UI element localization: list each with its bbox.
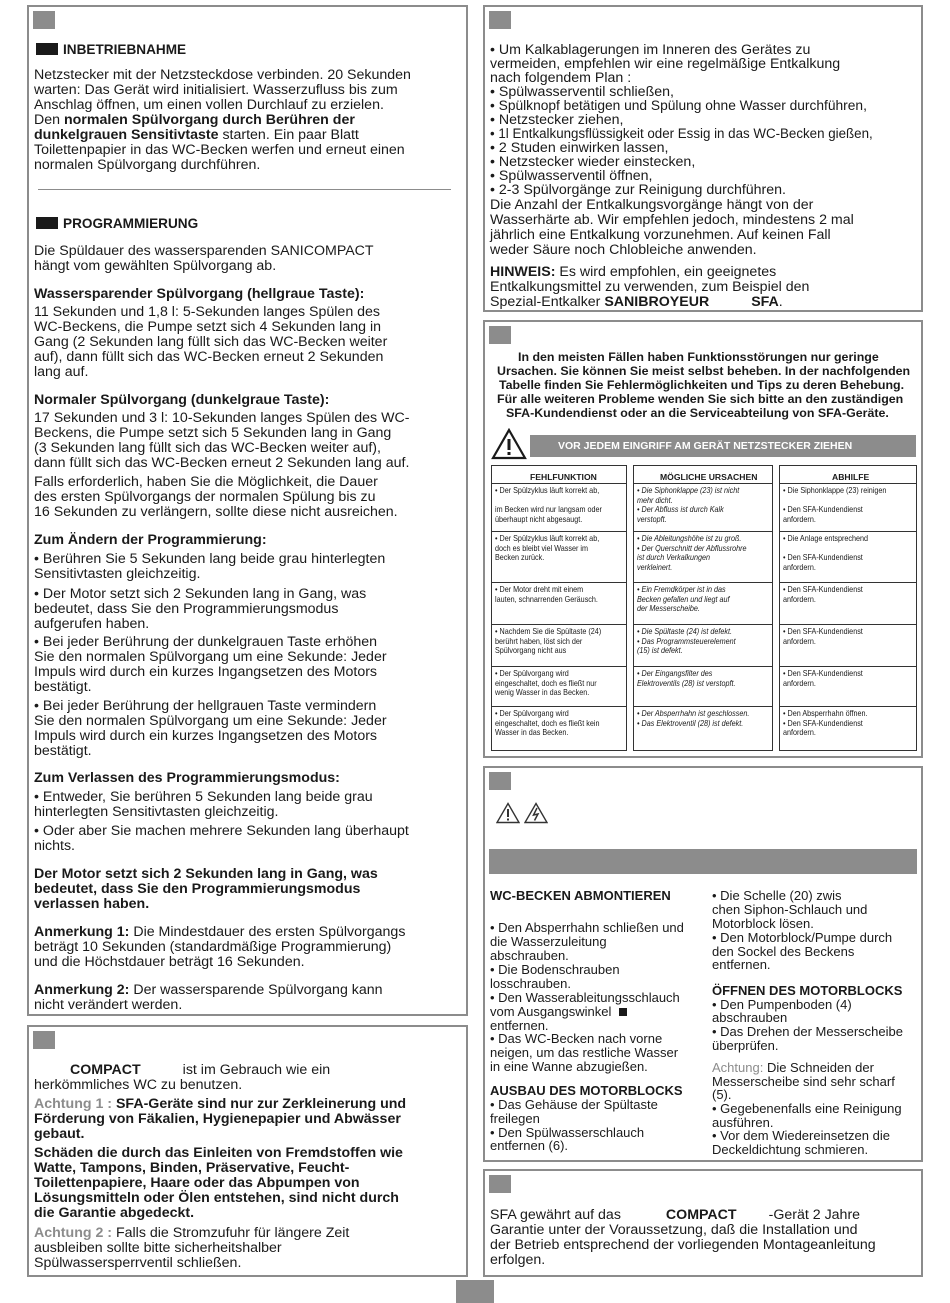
panel-repair [483,766,923,1162]
table-cell: • Die Siphonklappe (23) reinigen [783,485,887,495]
motor-note: Der Motor setzt sich 2 Sekunden lang in Gang, was [34,866,378,882]
hinweis: Entkalkungsmittel zu verwenden, zum Beispiel den [490,279,810,295]
panel-troubleshooting [483,320,923,758]
table-cell: anfordern. [783,561,816,572]
section-header-marker [489,1175,511,1193]
inbetrieb-line: Netzstecker mit der Netzsteckdose verbinden. 20 Sekunden [34,67,411,83]
maint-line: nach folgendem Plan : [490,70,632,86]
achtung-1: Achtung 1 : SFA-Geräte sind nur zur Zerkleinerung und [34,1096,407,1112]
panel-maintenance [483,5,923,312]
table-cell: • Der Spülvorgang wird [495,708,569,718]
maint-line: vermeiden, empfehlen wir eine regelmäßige Entkalkung [490,56,841,72]
spar-line: lang auf. [34,364,89,380]
aendern-line: Sie den normalen Spülvorgang um eine Sekunde: Jeder [34,713,387,729]
norm-line: 16 Sekunden zu verlängern, sollte diese nicht ausreichen. [34,504,398,520]
trouble-intro: SFA-Kundendienst oder an die Serviceabteilung von SFA-Geräte. [506,406,889,420]
table-cell: • Der Motor dreht mit einem [495,584,584,594]
maint-line: jährlich eine Entkalkung vorzunehmen. Auf keinen Fall [490,227,831,243]
wc-line: • Den Wasserableitungsschlauch [490,990,680,1005]
warning-triangle-icon [496,802,520,824]
table-row-separator [491,624,627,625]
verlassen-line: • Oder aber Sie machen mehrere Sekunden lang überhaupt [34,823,409,839]
oeffnen-line: • Den Pumpenboden (4) [712,997,852,1012]
table-cell: • Der Absperrhahn ist geschlossen. [637,708,750,718]
table-row-separator [633,582,773,583]
table-cell: anfordern. [783,677,816,688]
table-cell: der Messerscheibe. [637,603,700,614]
maint-line: • Netzstecker wieder einstecken, [490,154,696,170]
usage-line: herkömmliches WC zu benutzen. [34,1077,243,1093]
oeffnen-title: ÖFFNEN DES MOTORBLOCKS [712,983,903,998]
warning-triangle-icon [491,428,527,460]
wc-title: WC-BECKEN ABMONTIEREN [490,888,671,903]
achtung-messer: Messerscheibe sind sehr scharf [712,1074,895,1089]
section-header-marker [33,11,55,29]
table-cell: im Becken wird nur langsam oder [495,504,602,515]
oeffnen-line: • Das Drehen der Messerscheibe [712,1024,903,1039]
hinweis: Spezial-Entkalker SANIBROYEUR SFA. [490,294,783,310]
table-cell: • Den SFA-Kundendienst [783,584,863,594]
verlassen-line: hinterlegten Sensitivtasten gleichzeitig. [34,804,279,820]
electric-hazard-icon [524,802,548,824]
aendern-line: Sensitivtasten gleichzeitig. [34,566,201,582]
table-row-separator [491,582,627,583]
motor-note: verlassen haben. [34,896,150,912]
spar-line: 11 Sekunden und 1,8 l: 5-Sekunden langes Spülen des [34,304,381,320]
wc-line: • Die Bodenschrauben [490,962,620,977]
anmerkung-1: und die Höchstdauer beträgt 16 Sekunden. [34,954,305,970]
table-cell: berührt haben, löst sich der [495,635,583,646]
achtung-2: Spülwassersperrventil schließen. [34,1255,242,1271]
table-row-separator [491,666,627,667]
section-bar [489,849,917,874]
ausbau-title: AUSBAU DES MOTORBLOCKS [490,1083,683,1098]
table-cell: • Die Siphonklappe (23) ist nicht [637,485,740,495]
table-cell: • Den SFA-Kundendienst [783,552,863,563]
aendern-line: • Berühren Sie 5 Sekunden lang beide grau hinterlegten [34,551,386,567]
wc-line: die Wasserzuleitung [490,934,607,949]
table-header: MÖGLICHE URSACHEN [660,472,758,482]
garantie-line: erfolgen. [490,1252,546,1268]
maint-line: Die Anzahl der Entkalkungsvorgänge hängt von der [490,197,814,213]
table-cell: lauten, schnarrenden Geräusch. [495,593,598,604]
wc-line: • Das WC-Becken nach vorne [490,1031,663,1046]
table-cell: (15) ist defekt. [637,645,683,656]
prog-intro: hängt vom gewählten Spülvorgang ab. [34,258,277,274]
maint-line: • 1l Entkalkungsflüssigkeit oder Essig in das WC-Becken gießen, [490,126,873,142]
schaden-line: Watte, Tampons, Binden, Präservative, Feucht- [34,1160,350,1176]
aendern-line: Impuls wird durch ein kurzes Ingangsetzen des Motors [34,664,378,680]
section-header-marker [489,326,511,344]
table-cell: • Der Eingangsfilter des [637,668,713,678]
table-cell: doch es bleibt viel Wasser im [495,542,589,553]
table-cell: anfordern. [783,727,816,738]
norm-line: Falls erforderlich, haben Sie die Möglichkeit, die Dauer [34,474,378,490]
table-row-separator [633,706,773,707]
table-header: ABHILFE [832,472,870,482]
repair-right-line: • Die Schelle (20) zwis [712,888,842,903]
verlassen-title: Zum Verlassen des Programmierungsmodus: [34,770,340,786]
spar-line: auf), dann füllt sich das WC-Becken erneut 2 Sekunden [34,349,384,365]
table-cell: anfordern. [783,513,816,524]
table-row-separator [779,483,917,484]
table-cell: wenig Wasser in das Becken. [495,687,590,698]
repair-right-line: entfernen. [712,957,771,972]
table-row-separator [779,666,917,667]
spar-line: WC-Beckens, die Pumpe setzt sich 4 Sekunden lang in [34,319,381,335]
table-cell: anfordern. [783,593,816,604]
table-cell: • Die Ableitungshöhe ist zu groß. [637,533,742,543]
table-cell: mehr dicht. [637,494,673,505]
maint-line: • 2-3 Spülvorgänge zur Reinigung durchführen. [490,182,786,198]
achtung-messer: (5). [712,1087,732,1102]
table-cell: • Den SFA-Kundendienst [783,504,863,515]
inbetrieb-line: Anschlag öffnen, um einen vollen Durchlauf zu erzielen. [34,97,384,113]
motor-note: bedeutet, dass Sie den Programmierungsmodus [34,881,361,897]
maint-line: • Spülwasserventil öffnen, [490,168,653,184]
table-row-separator [779,531,917,532]
verlassen-line: nichts. [34,838,76,854]
prog-intro: Die Spüldauer des wassersparenden SANICOMPACT [34,243,374,259]
repair-right-line: • Den Motorblock/Pumpe durch [712,930,893,945]
table-cell: • Der Spülvorgang wird [495,668,569,678]
aendern-line: • Der Motor setzt sich 2 Sekunden lang in Gang, was [34,586,367,602]
usage-line: COMPACT ist im Gebrauch wie ein [70,1062,331,1078]
panel-usage [27,1025,468,1277]
anmerkung-1: beträgt 10 Sekunden (standardmäßige Programmierung) [34,939,392,955]
divider [38,189,451,190]
aendern-line: Sie den normalen Spülvorgang um eine Sekunde: Jeder [34,649,387,665]
ausbau-line: freilegen [490,1111,540,1126]
achtung-2: ausbleiben sollte bitte sicherheitshalber [34,1240,282,1256]
table-cell: Becken zurück. [495,552,545,563]
table-row-separator [779,582,917,583]
table-cell: anfordern. [783,635,816,646]
table-cell: • Der Spülzyklus läuft korrekt ab, [495,533,600,543]
table-cell: • Das Programmsteuerelement [637,635,736,646]
panel-garantie [483,1169,923,1277]
section-header-marker [489,11,511,29]
table-cell: Becken gefallen und liegt auf [637,593,730,604]
table-cell: • Den SFA-Kundendienst [783,626,863,636]
table-row-separator [779,706,917,707]
table-cell: • Den SFA-Kundendienst [783,717,863,728]
inbetrieb-line: normalen Spülvorgang durchführen. [34,157,261,173]
inbetrieb-line: Toilettenpapier in das WC-Becken werfen und erneut einen [34,142,405,158]
table-cell: • Der Abfluss ist durch Kalk [637,504,724,515]
spar-line: Gang (2 Sekunden lang füllt sich das WC-Becken weiter [34,334,388,350]
norm-line: 17 Sekunden und 3 l: 10-Sekunden langes Spülen des WC- [34,410,410,426]
ausbau-line: • Den Spülwasserschlauch [490,1125,645,1140]
inbetrieb-line: dunkelgrauen Sensitivtaste starten. Ein paar Blatt [34,127,359,143]
verlassen-line: • Entweder, Sie berühren 5 Sekunden lang beide grau [34,789,373,805]
aendern-line: Impuls wird durch ein kurzes Ingangsetzen des Motors [34,728,378,744]
achtung-2: Achtung 2 : Falls die Stromzufuhr für längere Zeit [34,1225,350,1241]
final-line: • Vor dem Wiedereinsetzen die [712,1128,890,1143]
trouble-intro: Tabelle finden Sie Fehlermöglichkeiten und Tips zu deren Behebung. [499,378,905,392]
table-row-separator [491,483,627,484]
anmerkung-2: Anmerkung 2: Der wassersparende Spülvorgang kann [34,982,383,998]
wc-line: abschrauben. [490,948,569,963]
spar-title: Wassersparender Spülvorgang (hellgraue Taste): [34,286,365,302]
maint-line: • Netzstecker ziehen, [490,112,624,128]
panel-inbetriebnahme [27,5,468,1016]
table-cell: • Nachdem Sie die Spültaste (24) [495,626,602,636]
table-cell: überhaupt nicht abgesaugt. [495,513,583,524]
table-row-separator [633,531,773,532]
inbetrieb-line: Den normalen Spülvorgang durch Berühren der [34,112,355,128]
wc-line: neigen, um das restliche Wasser [490,1045,679,1060]
maint-line: • Spülwasserventil schließen, [490,84,674,100]
table-cell: eingeschaltet, doch es fließt nur [495,677,597,688]
table-cell: • Das Elektroventil (28) ist defekt. [637,717,744,728]
ausbau-line: • Das Gehäuse der Spültaste [490,1097,658,1112]
maint-line: • Spülknopf betätigen und Spülung ohne Wasser durchführen, [490,98,867,114]
repair-right-line: chen Siphon-Schlauch und [712,902,868,917]
trouble-intro: In den meisten Fällen haben Funktionsstörungen nur geringe [518,350,879,364]
wc-line: vom Ausgangswinkel [490,1005,627,1019]
trouble-intro: Für alle weiteren Probleme wenden Sie sich bitte an den zuständigen [497,392,904,406]
table-cell: • Der Querschnitt der Abflussrohre [637,542,747,553]
table-row-separator [491,706,627,707]
aendern-line: bedeutet, dass Sie den Programmierungsmodus [34,601,339,617]
trouble-intro: Ursachen. Sie können Sie meist selbst beheben. In der nachfolgenden [497,364,911,378]
aendern-line: • Bei jeder Berührung der hellgrauen Taste vermindern [34,698,377,714]
garantie-line: Garantie unter der Voraussetzung, daß die Installation und [490,1222,858,1238]
wc-line: • Den Absperrhahn schließen und [490,920,684,935]
maint-line: weder Säure noch Chlobleiche anwenden. [490,242,757,258]
table-cell: Spülvorgang nicht aus [495,645,567,656]
wc-line: entfernen. [490,1018,549,1033]
garantie-line: der Betrieb entsprechend der vorliegenden Montageanleitung [490,1237,876,1253]
anmerkung-1: Anmerkung 1: Die Mindestdauer des ersten Spülvorgangs [34,924,406,940]
table-cell: • Den Absperrhahn öffnen. [783,708,868,718]
wc-line: losschrauben. [490,976,571,991]
table-row-separator [491,531,627,532]
anmerkung-2: nicht verändert werden. [34,997,183,1013]
aendern-title: Zum Ändern der Programmierung: [34,532,267,548]
table-row-separator [779,624,917,625]
oeffnen-line: abschrauben [712,1010,788,1025]
section-header-marker [489,772,511,790]
prog-title: PROGRAMMIERUNG [36,216,198,231]
achtung-1: gebaut. [34,1126,85,1142]
maint-line: • Um Kalkablagerungen im Inneren des Gerätes zu [490,42,811,58]
norm-line: (3 Sekunden lang füllt sich das WC-Becken weiter auf), [34,440,381,456]
table-cell: eingeschaltet, doch es fließt kein [495,717,600,728]
table-cell: ist durch Verkalkungen [637,552,711,563]
final-line: • Gegebenenfalls eine Reinigung [712,1101,902,1116]
section-header-marker [33,1031,55,1049]
repair-right-line: Motorblock lösen. [712,916,814,931]
schaden-line: Toilettenpapiere, Haare oder das Abpumpen von [34,1175,360,1191]
norm-line: dann füllt sich das WC-Becken erneut 2 Sekunden lang auf. [34,455,410,471]
aendern-line: bestätigt. [34,743,92,759]
square-bullet-icon [36,43,58,55]
inbetrieb-title: INBETRIEBNAHME [36,42,186,57]
table-cell: verstopft. [637,513,667,524]
table-cell: • Die Spültaste (24) ist defekt. [637,626,733,636]
schaden-line: die Garantie abgedeckt. [34,1205,195,1221]
table-cell: Wasser in das Becken. [495,727,569,738]
table-cell: • Der Spülzyklus läuft korrekt ab, [495,485,600,495]
ausbau-line: entfernen (6). [490,1138,569,1153]
table-row-separator [633,666,773,667]
maint-line: • 2 Studen einwirken lassen, [490,140,669,156]
maint-line: Wasserhärte ab. Wir empfehlen jedoch, mindestens 2 mal [490,212,854,228]
hinweis: HINWEIS: Es wird empfohlen, ein geeignetes [490,264,777,280]
repair-right-line: den Sockel des Beckens [712,944,855,959]
norm-line: Beckens, die Pumpe setzt sich 5 Sekunden lang in Gang [34,425,392,441]
schaden-line: Schäden die durch das Einleiten von Fremdstoffen wie [34,1145,403,1161]
warning-banner: VOR JEDEM EINGRIFF AM GERÄT NETZSTECKER ZIEHEN [530,435,916,457]
achtung-messer: Achtung: Die Schneiden der [712,1060,874,1075]
aendern-line: • Bei jeder Berührung der dunkelgrauen Taste erhöhen [34,634,378,650]
table-cell: • Ein Fremdkörper ist in das [637,584,726,594]
table-row-separator [633,624,773,625]
square-bullet-icon [619,1008,627,1016]
schaden-line: Lösungsmitteln oder Ölen entstehen, sind nicht durch [34,1190,399,1206]
aendern-line: aufgerufen haben. [34,616,150,632]
page-number-box [456,1280,494,1303]
table-cell: • Den SFA-Kundendienst [783,668,863,678]
table-cell: Elektroventils (28) ist verstopft. [637,677,736,688]
garantie-line: SFA gewährt auf das COMPACT -Gerät 2 Jahre [490,1207,861,1223]
table-cell: • Die Anlage entsprechend [783,533,869,543]
final-line: Deckeldichtung schmieren. [712,1142,869,1157]
oeffnen-line: überprüfen. [712,1038,779,1053]
norm-line: des ersten Spülvorgangs der normalen Spülung bis zu [34,489,376,505]
final-line: ausführen. [712,1115,774,1130]
square-bullet-icon [36,217,58,229]
inbetrieb-line: warten: Das Gerät wird initialisiert. Wasserzufluss bis zum [34,82,398,98]
wc-line: in eine Wanne abzugießen. [490,1059,648,1074]
table-cell: verkleinert. [637,561,673,572]
table-header: FEHLFUNKTION [530,472,597,482]
achtung-1: Förderung von Fäkalien, Hygienepapier und Abwässer [34,1111,401,1127]
norm-title: Normaler Spülvorgang (dunkelgraue Taste): [34,392,330,408]
aendern-line: bestätigt. [34,679,92,695]
table-row-separator [633,483,773,484]
